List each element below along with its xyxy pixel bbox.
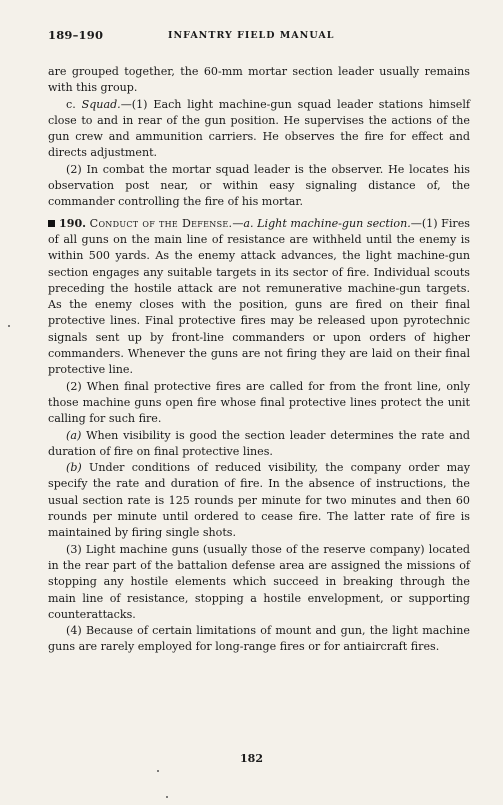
page-header — [48, 28, 470, 50]
print-speck — [166, 796, 168, 798]
page-body — [48, 64, 470, 656]
paragraph: (2) In combat the mortar squad leader is the observer. He locates his observation post near, or within easy signaling distance of, the commander controlling the fire of his mortar. — [48, 162, 470, 209]
paragraph-heading: Squad. — [81, 97, 121, 111]
paragraph: (3) Light machine guns (usually those of the reserve company) located in the rear part of the battalion defense area are assigned the missions of stopping any hostile elements which succeed in breaking through the main line of resistance, stopping a hostile envelopment, or supporting counterattacks. — [48, 542, 470, 621]
print-speck — [8, 325, 10, 327]
paragraph — [48, 460, 470, 541]
running-title: INFANTRY FIELD MANUAL — [168, 30, 335, 41]
paragraph-text: —(1) Fires of all guns on the main line of resistance are withheld until the enemy is within 500 yards. As the enemy attack advances, the light machine-gun section engages any suitable targets in its sector of fire. Individual scouts preceding the hostile attack are not remunerative machine-gun targets. As the enemy closes with the position, guns are fired on their final protective lines. Final protective fires may be released upon pyrotechnic signals sent up by front-line commanders or upon orders of higher commanders. Whenever the guns are not firing they are laid on their final protective line. — [48, 216, 470, 377]
section-paragraph: 190. Conduct of the Defense.—a. Light machine-gun section.—(1) Fires of all guns on the main line of resistance are withheld until the enemy is within 500 yards. As the enemy attack advances, the light machine-gun section engages any suitable targets in its sector of fire. Individual scouts preceding the hostile attack are not remunerative machine-gun targets. As the enemy closes with the position, guns are fired on their final protective lines. Final protective fires may be released upon pyrotechnic signals sent up by front-line commanders or upon orders of higher commanders. Whenever the guns are not firing they are laid on their final protective line. — [48, 216, 470, 377]
item-letter: c. — [66, 97, 76, 111]
section-title: Conduct of the Defense. — [89, 216, 233, 230]
paragraph: are grouped together, the 60-mm mortar section leader usually remains with this group. — [48, 65, 470, 95]
paragraph — [48, 428, 470, 461]
paragraph-text: Under conditions of reduced visibility, the company order may specify the rate and duration of fire. In the absence of instructions, the usual section rate is 125 rounds per minute for two minutes and then 60 rounds per minute until ordered to cease fire. The latter rate of fire is maintained by firing single shots. — [48, 461, 471, 540]
item-letter: (b) — [66, 461, 82, 475]
page-number: 182 — [240, 752, 263, 765]
item-letter: (a) — [66, 428, 82, 442]
section-marker-icon — [48, 220, 55, 227]
section-number: 190. — [59, 216, 87, 230]
subsection-heading: a. Light machine-gun section. — [243, 216, 411, 230]
paragraph: (2) When final protective fires are called for from the front line, only those machine guns open fire whose final protective lines protect the unit calling for such fire. — [48, 379, 470, 426]
paragraph-text: —(1) Each light machine-gun squad leader stations himself close to and in rear of the gun position. He supervises the actions of the gun crew and ammunition carriers. He observes the fire for effect and directs adjustment. — [48, 97, 470, 160]
manual-page — [48, 28, 471, 654]
print-speck — [157, 770, 159, 772]
section-range: 189–190 — [48, 28, 104, 42]
paragraph-text: When visibility is good the section leader determines the rate and duration of fire on final protective lines. — [48, 428, 470, 458]
paragraph: (4) Because of certain limitations of mount and gun, the light machine guns are rarely employed for long-range fires or for antiaircraft fires. — [48, 624, 470, 654]
paragraph — [48, 97, 470, 162]
